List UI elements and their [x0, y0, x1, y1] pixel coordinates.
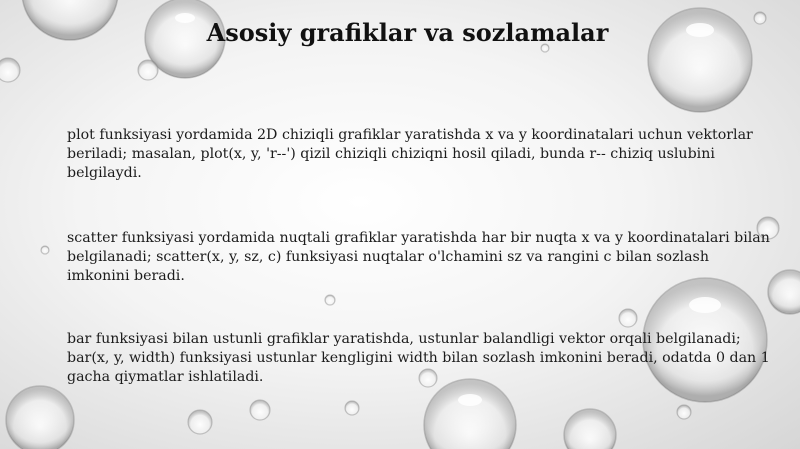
paragraph-bar: bar funksiyasi bilan ustunli grafiklar yaratishda, ustunlar balandligi vektor orqali belgilanadi; bar(x, y, width) funksiyasi ustunlar kengligini width bilan sozlash imkonini beradi, odatda 0 dan 1 gacha qiymatlar ishlatiladi.: [67, 331, 770, 385]
water-drop: [6, 386, 74, 449]
water-drop: [768, 270, 800, 314]
paragraph-scatter: scatter funksiyasi yordamida nuqtali grafiklar yaratishda har bir nuqta x va y koordinatalari bilan belgilanadi; scatter(x, y, sz, c) funksiyasi nuqtalar o'lchamini sz va rangini c bilan sozlash imkonini beradi.: [67, 230, 770, 284]
water-drop: [424, 379, 516, 449]
water-drop: [564, 409, 616, 449]
slide-title: Asosiy grafiklar va sozlamalar: [206, 18, 609, 47]
paragraph-plot: plot funksiyasi yordamida 2D chiziqli grafiklar yaratishda x va y koordinatalari uchun vektorlar beriladi; masalan, plot(x, y, 'r--') qizil chiziqli chiziqni hosil qiladi, bunda r-- chiziq uslubini belgilaydi.: [67, 127, 753, 181]
